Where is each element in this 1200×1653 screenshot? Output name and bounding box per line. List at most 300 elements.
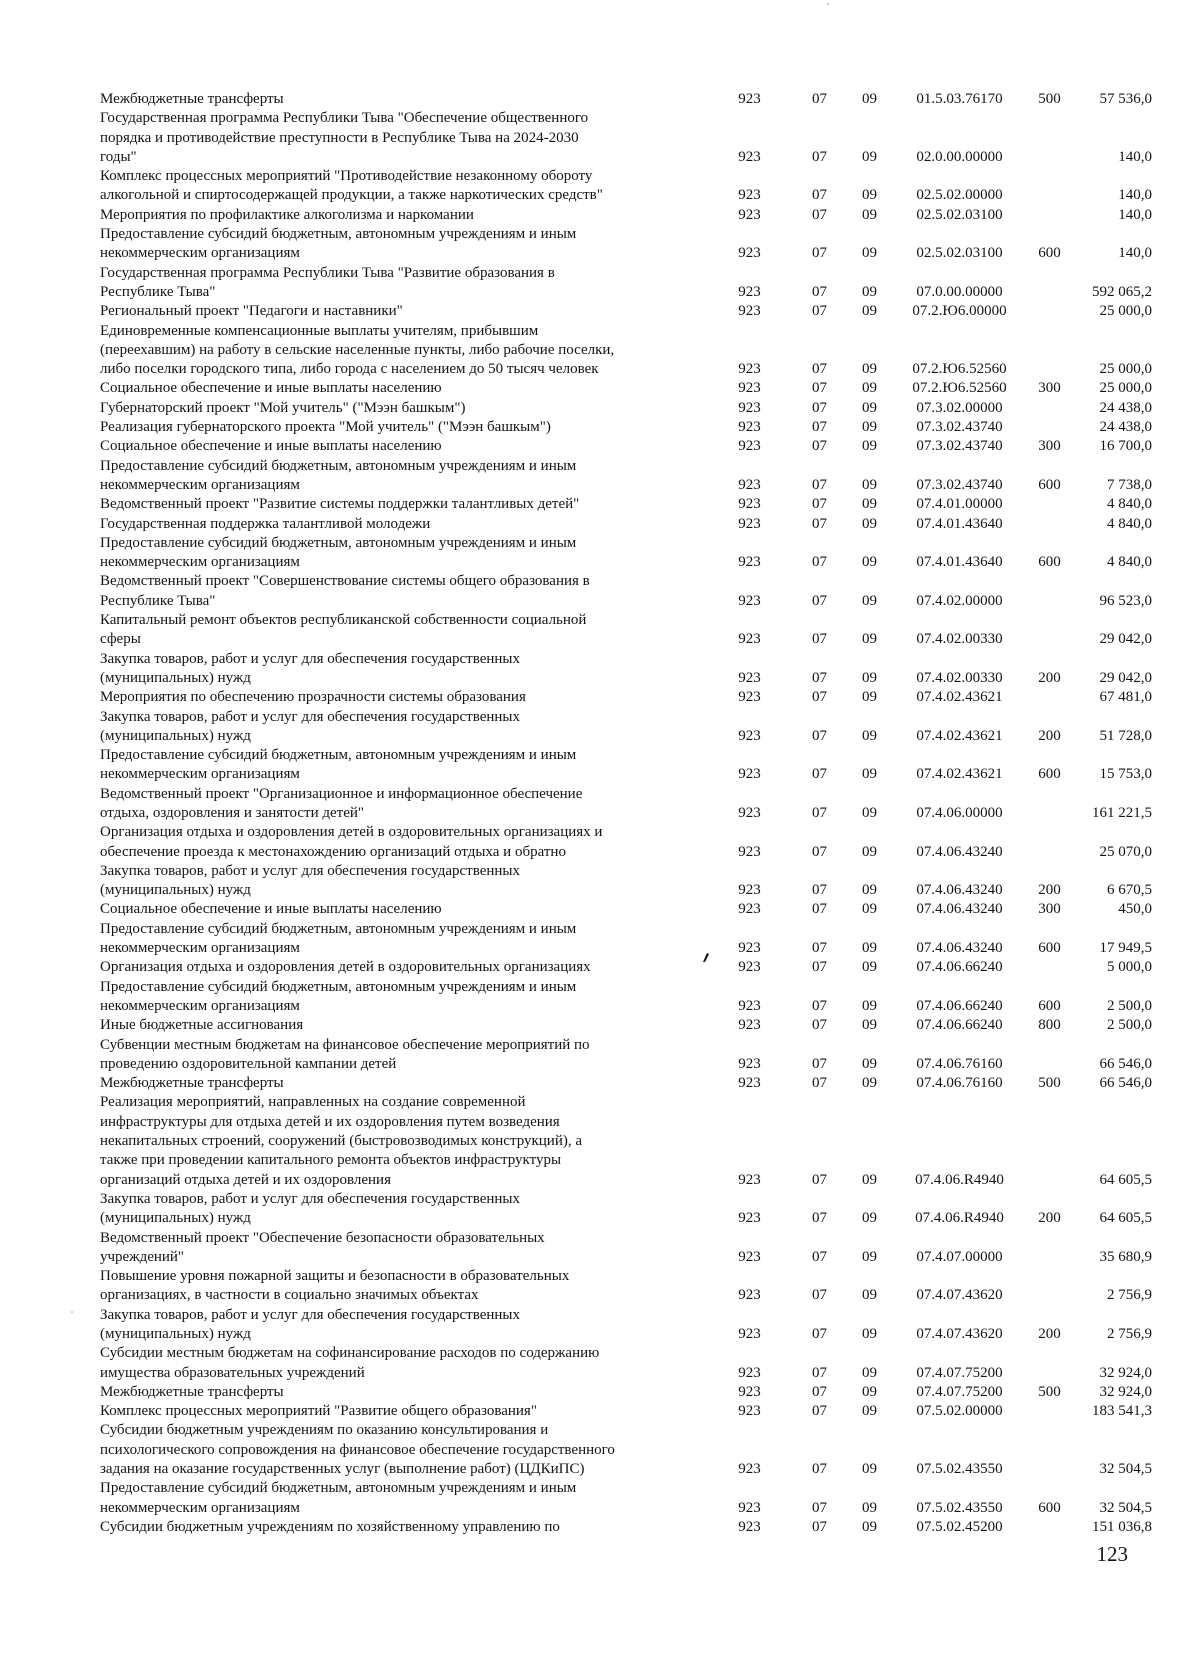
row-subsection: 09: [862, 997, 877, 1014]
row-section: 07: [812, 419, 827, 436]
row-admin-code: 923: [738, 1017, 761, 1034]
row-subsection: 09: [862, 496, 877, 513]
row-admin-code: 923: [738, 689, 761, 706]
row-target-article: 07.2.Ю6.52560: [912, 361, 1007, 378]
row-target-article: 07.4.06.76160: [916, 1075, 1003, 1092]
row-admin-code: 923: [738, 727, 761, 744]
row-name: Социальное обеспечение и иные выплаты населению: [100, 380, 442, 397]
row-admin-code: 923: [738, 496, 761, 513]
row-name: Закупка товаров, работ и услуг для обеспечения государственных (муниципальных) нужд: [100, 650, 521, 686]
row-section: 07: [812, 187, 827, 204]
row-subsection: 09: [862, 476, 877, 493]
row-admin-code: 923: [738, 1210, 761, 1227]
row-name: Капитальный ремонт объектов республиканской собственности социальной сферы: [100, 612, 587, 648]
row-admin-code: 923: [738, 631, 761, 648]
row-expense-type: 600: [1038, 766, 1061, 783]
row-name: Ведомственный проект "Совершенствование системы общего образования в Республике Тыва": [100, 573, 590, 609]
table-row: [100, 1093, 1152, 1189]
row-target-article: 07.4.06.66240: [916, 1017, 1003, 1034]
row-name: Реализация губернаторского проекта "Мой учитель" ("Мээн башкым"): [100, 419, 551, 436]
row-expense-type: [1022, 1344, 1077, 1383]
table-row: [100, 225, 1152, 264]
row-expense-type: [1022, 322, 1077, 380]
row-amount: 32 924,0: [1099, 1364, 1152, 1381]
table-row: [100, 708, 1152, 747]
row-expense-type: 600: [1038, 940, 1061, 957]
row-admin-code: 923: [738, 1383, 761, 1400]
row-subsection: 09: [862, 1248, 877, 1265]
table-row: [100, 1190, 1152, 1229]
row-subsection: 09: [862, 804, 877, 821]
table-row: [100, 1306, 1152, 1345]
table-row: [100, 206, 1152, 225]
row-admin-code: 923: [738, 1055, 761, 1072]
row-subsection: 09: [862, 361, 877, 378]
row-name: Губернаторский проект "Мой учитель" ("Мээн башкым"): [100, 399, 466, 416]
row-admin-code: 923: [738, 901, 761, 918]
row-amount: 66 546,0: [1099, 1075, 1152, 1092]
row-section: 07: [812, 689, 827, 706]
row-amount: 7 738,0: [1107, 476, 1152, 493]
row-expense-type: [1022, 167, 1077, 206]
row-name: Закупка товаров, работ и услуг для обеспечения государственных (муниципальных) нужд: [100, 1306, 521, 1342]
row-subsection: 09: [862, 1055, 877, 1072]
row-name: Предоставление субсидий бюджетным, автономным учреждениям и иным некоммерческим организациям: [100, 747, 577, 783]
row-subsection: 09: [862, 515, 877, 532]
row-expense-type: [1022, 1421, 1077, 1479]
row-section: 07: [812, 1017, 827, 1034]
table-row: [100, 823, 1152, 862]
table-row: [100, 746, 1152, 785]
row-expense-type: [1022, 515, 1077, 534]
row-admin-code: 923: [738, 91, 761, 107]
row-amount: 6 670,5: [1107, 882, 1152, 899]
row-target-article: 02.5.02.03100: [916, 245, 1003, 262]
row-section: 07: [812, 1055, 827, 1072]
row-target-article: 02.5.02.00000: [916, 187, 1003, 204]
row-name: Предоставление субсидий бюджетным, автономным учреждениям и иным некоммерческим организациям: [100, 920, 577, 957]
table-row: [100, 688, 1152, 707]
row-section: 07: [812, 997, 827, 1014]
row-admin-code: 923: [738, 1461, 761, 1478]
row-expense-type: [1022, 1402, 1077, 1421]
row-amount: 25 000,0: [1099, 380, 1152, 397]
row-name: Социальное обеспечение и иные выплаты населению: [100, 901, 442, 918]
row-section: 07: [812, 283, 827, 300]
page-number: 123: [1096, 1542, 1128, 1566]
row-amount: 4 840,0: [1107, 496, 1152, 513]
row-subsection: 09: [862, 148, 877, 165]
row-name: Межбюджетные трансферты: [100, 1075, 284, 1092]
table-row: [100, 1344, 1152, 1383]
row-expense-type: [1022, 109, 1077, 167]
row-expense-type: [1022, 823, 1077, 862]
row-amount: 183 541,3: [1092, 1403, 1152, 1420]
row-name: Единовременные компенсационные выплаты учителям, прибывшим (переехавшим) на работу в сельские населенные пункты, либо рабочие поселки, либо поселки городского типа, либо города с населением до 50 тысяч человек: [100, 322, 615, 378]
row-section: 07: [812, 1499, 827, 1516]
row-target-article: 07.4.06.43240: [916, 901, 1003, 918]
row-section: 07: [812, 245, 827, 262]
row-target-article: 07.4.01.43640: [916, 515, 1003, 532]
row-subsection: 09: [862, 438, 877, 455]
row-expense-type: 600: [1038, 1499, 1061, 1516]
table-row: [100, 1421, 1152, 1479]
row-section: 07: [812, 1364, 827, 1381]
row-admin-code: 923: [738, 1287, 761, 1304]
row-section: 07: [812, 1075, 827, 1092]
row-expense-type: 500: [1038, 1383, 1061, 1400]
row-expense-type: 300: [1038, 380, 1061, 397]
row-section: 07: [812, 1248, 827, 1265]
row-subsection: 09: [862, 91, 877, 107]
row-section: 07: [812, 804, 827, 821]
row-subsection: 09: [862, 554, 877, 571]
row-section: 07: [812, 940, 827, 957]
row-name: Субвенции местным бюджетам на финансовое обеспечение мероприятий по проведению оздоровительной кампании детей: [100, 1036, 590, 1072]
row-subsection: 09: [862, 843, 877, 860]
row-section: 07: [812, 1171, 827, 1188]
row-name: Межбюджетные трансферты: [100, 91, 284, 107]
table-row: [100, 322, 1152, 380]
row-subsection: 09: [862, 631, 877, 648]
row-amount: 2 500,0: [1107, 997, 1152, 1014]
row-name: Ведомственный проект "Организационное и информационное обеспечение отдыха, оздоровления и занятости детей": [100, 785, 583, 821]
row-admin-code: 923: [738, 148, 761, 165]
row-subsection: 09: [862, 727, 877, 744]
row-admin-code: 923: [738, 959, 761, 976]
row-expense-type: 600: [1038, 245, 1061, 262]
row-section: 07: [812, 361, 827, 378]
row-admin-code: 923: [738, 1364, 761, 1381]
row-amount: 57 536,0: [1099, 91, 1152, 107]
row-target-article: 07.4.02.00330: [916, 669, 1003, 686]
row-target-article: 07.5.02.43550: [916, 1499, 1003, 1516]
row-name: Предоставление субсидий бюджетным, автономным учреждениям и иным некоммерческим организациям: [100, 534, 577, 571]
row-admin-code: 923: [738, 187, 761, 204]
row-subsection: 09: [862, 959, 877, 976]
row-admin-code: 923: [738, 1248, 761, 1265]
row-admin-code: 923: [738, 1326, 761, 1342]
row-admin-code: 923: [738, 843, 761, 860]
row-admin-code: 923: [738, 997, 761, 1014]
row-section: 07: [812, 727, 827, 744]
row-expense-type: 500: [1038, 91, 1061, 107]
row-section: 07: [812, 766, 827, 783]
row-admin-code: 923: [738, 669, 761, 686]
row-subsection: 09: [862, 1210, 877, 1227]
row-amount: 140,0: [1118, 187, 1152, 204]
row-expense-type: [1022, 1093, 1077, 1189]
row-name: Предоставление субсидий бюджетным, автономным учреждениям и иным некоммерческим организациям: [100, 1480, 577, 1516]
row-amount: 25 000,0: [1099, 303, 1152, 320]
row-amount: 151 036,8: [1092, 1518, 1152, 1535]
row-target-article: 07.4.06.43240: [916, 882, 1003, 899]
row-name: Государственная программа Республики Тыва "Развитие образования в Республике Тыва": [100, 264, 555, 300]
row-section: 07: [812, 882, 827, 899]
row-amount: 2 756,9: [1107, 1326, 1152, 1342]
row-section: 07: [812, 1326, 827, 1342]
row-admin-code: 923: [738, 206, 761, 223]
row-target-article: 07.3.02.43740: [916, 476, 1003, 493]
budget-table: [100, 90, 1152, 1537]
table-row: [100, 515, 1152, 534]
row-subsection: 09: [862, 1499, 877, 1516]
row-target-article: 07.4.07.00000: [916, 1248, 1003, 1265]
row-subsection: 09: [862, 283, 877, 300]
row-target-article: 07.3.02.00000: [916, 399, 1003, 416]
table-row: [100, 862, 1152, 901]
row-section: 07: [812, 843, 827, 860]
row-amount: 67 481,0: [1099, 689, 1152, 706]
row-amount: 16 700,0: [1099, 438, 1152, 455]
row-amount: 51 728,0: [1099, 727, 1152, 744]
row-name: Мероприятия по обеспечению прозрачности системы образования: [100, 689, 526, 706]
table-row: [100, 399, 1152, 418]
row-target-article: 07.2.Ю6.52560: [912, 380, 1007, 397]
row-admin-code: 923: [738, 1075, 761, 1092]
row-name: Межбюджетные трансферты: [100, 1383, 284, 1400]
row-target-article: 07.5.02.00000: [916, 1403, 1003, 1420]
row-amount: 5 000,0: [1107, 959, 1152, 976]
row-name: Ведомственный проект "Обеспечение безопасности образовательных учреждений": [100, 1229, 545, 1265]
table-row: [100, 920, 1152, 959]
row-amount: 64 605,5: [1099, 1210, 1152, 1227]
row-amount: 4 840,0: [1107, 515, 1152, 532]
row-section: 07: [812, 1403, 827, 1420]
row-amount: 140,0: [1118, 245, 1152, 262]
row-section: 07: [812, 438, 827, 455]
row-name: Закупка товаров, работ и услуг для обеспечения государственных (муниципальных) нужд: [100, 1190, 521, 1227]
row-target-article: 07.4.06.R4940: [915, 1171, 1004, 1188]
row-name: Комплекс процессных мероприятий "Развитие общего образования": [100, 1403, 537, 1420]
row-name: Субсидии бюджетным учреждениям по оказанию консультирования и психологического сопровождения на финансовое обеспечение государственного задания на оказание государственных услуг (выполнение работ) (ЦДКиПС): [100, 1422, 615, 1478]
row-expense-type: 200: [1038, 1210, 1061, 1227]
row-subsection: 09: [862, 901, 877, 918]
row-section: 07: [812, 592, 827, 609]
row-name: Закупка товаров, работ и услуг для обеспечения государственных (муниципальных) нужд: [100, 862, 521, 899]
row-section: 07: [812, 901, 827, 918]
row-name: Предоставление субсидий бюджетным, автономным учреждениям и иным некоммерческим организациям: [100, 978, 577, 1014]
table-row: [100, 1267, 1152, 1306]
row-subsection: 09: [862, 419, 877, 436]
row-name: Предоставление субсидий бюджетным, автономным учреждениям и иным некоммерческим организациям: [100, 226, 577, 262]
row-admin-code: 923: [738, 476, 761, 493]
row-subsection: 09: [862, 766, 877, 783]
row-name: Мероприятия по профилактике алкоголизма и наркомании: [100, 206, 474, 223]
row-section: 07: [812, 1461, 827, 1478]
row-admin-code: 923: [738, 303, 761, 320]
row-expense-type: [1022, 264, 1077, 303]
row-target-article: 07.5.02.45200: [916, 1518, 1003, 1535]
row-admin-code: 923: [738, 940, 761, 957]
row-amount: 32 924,0: [1099, 1383, 1152, 1400]
row-admin-code: 923: [738, 245, 761, 262]
row-section: 07: [812, 148, 827, 165]
ink-mark: [700, 952, 710, 964]
row-amount: 32 504,5: [1099, 1499, 1152, 1516]
row-target-article: 07.4.06.76160: [916, 1055, 1003, 1072]
table-row: [100, 418, 1152, 437]
row-expense-type: [1022, 611, 1077, 650]
row-admin-code: 923: [738, 283, 761, 300]
row-target-article: 07.4.07.43620: [916, 1326, 1003, 1342]
row-expense-type: 500: [1038, 1075, 1061, 1092]
row-target-article: 07.4.06.00000: [916, 804, 1003, 821]
table-row: [100, 90, 1152, 109]
row-target-article: 07.4.07.75200: [916, 1364, 1003, 1381]
row-section: 07: [812, 1287, 827, 1304]
row-admin-code: 923: [738, 1518, 761, 1535]
row-target-article: 02.0.00.00000: [916, 148, 1003, 165]
row-target-article: 07.4.02.43621: [916, 766, 1003, 783]
row-section: 07: [812, 631, 827, 648]
table-row: [100, 534, 1152, 573]
row-target-article: 07.4.06.R4940: [915, 1210, 1004, 1227]
row-amount: 140,0: [1118, 148, 1152, 165]
row-section: 07: [812, 476, 827, 493]
row-subsection: 09: [862, 940, 877, 957]
row-section: 07: [812, 206, 827, 223]
table-row: [100, 650, 1152, 689]
row-amount: 29 042,0: [1099, 669, 1152, 686]
row-section: 07: [812, 1383, 827, 1400]
row-target-article: 07.3.02.43740: [916, 438, 1003, 455]
row-target-article: 07.0.00.00000: [916, 283, 1003, 300]
table-row: [100, 109, 1152, 167]
row-subsection: 09: [862, 1171, 877, 1188]
row-expense-type: [1022, 418, 1077, 437]
table-row: [100, 302, 1152, 321]
budget-table-body: [100, 90, 1152, 1537]
row-amount: 592 065,2: [1092, 283, 1152, 300]
row-name: Реализация мероприятий, направленных на создание современной инфраструктуры для отдыха детей и их оздоровления путем возведения некапитальных строений, сооружений (быстровозводимых конструкций), а также при проведении капитального ремонта объектов инфраструктуры организаций отдыха детей и их оздоровления: [100, 1094, 583, 1188]
row-expense-type: [1022, 688, 1077, 707]
row-section: 07: [812, 380, 827, 397]
row-subsection: 09: [862, 399, 877, 416]
row-name: Закупка товаров, работ и услуг для обеспечения государственных (муниципальных) нужд: [100, 708, 521, 744]
row-target-article: 07.4.06.43240: [916, 843, 1003, 860]
row-subsection: 09: [862, 669, 877, 686]
row-amount: 24 438,0: [1099, 419, 1152, 436]
row-admin-code: 923: [738, 592, 761, 609]
table-row: [100, 1036, 1152, 1075]
row-amount: 66 546,0: [1099, 1055, 1152, 1072]
row-name: Государственная программа Республики Тыва "Обеспечение общественного порядка и противодействие преступности в Республике Тыва на 2024-2030 годы": [100, 110, 589, 165]
row-expense-type: [1022, 1267, 1077, 1306]
row-amount: 15 753,0: [1099, 766, 1152, 783]
row-target-article: 07.4.07.75200: [916, 1383, 1003, 1400]
row-expense-type: [1022, 399, 1077, 418]
row-expense-type: 200: [1038, 669, 1061, 686]
row-expense-type: 300: [1038, 901, 1061, 918]
row-expense-type: [1022, 495, 1077, 514]
table-row: [100, 457, 1152, 496]
row-section: 07: [812, 1210, 827, 1227]
row-admin-code: 923: [738, 1171, 761, 1188]
row-admin-code: 923: [738, 515, 761, 532]
row-name: Субсидии местным бюджетам на софинансирование расходов по содержанию имущества образовательных учреждений: [100, 1345, 600, 1381]
row-admin-code: 923: [738, 380, 761, 397]
row-section: 07: [812, 399, 827, 416]
row-subsection: 09: [862, 1075, 877, 1092]
row-expense-type: 300: [1038, 438, 1061, 455]
row-name: Организация отдыха и оздоровления детей в оздоровительных организациях и обеспечение проезда к местонахождению организаций отдыха и обратно: [100, 824, 603, 860]
row-amount: 450,0: [1118, 901, 1152, 918]
row-target-article: 07.4.07.43620: [916, 1287, 1003, 1304]
row-expense-type: 600: [1038, 997, 1061, 1014]
row-admin-code: 923: [738, 804, 761, 821]
table-row: [100, 495, 1152, 514]
row-target-article: 07.4.01.00000: [916, 496, 1003, 513]
row-amount: 25 000,0: [1099, 361, 1152, 378]
row-target-article: 07.4.02.43621: [916, 689, 1003, 706]
row-target-article: 02.5.02.03100: [916, 206, 1003, 223]
row-expense-type: 600: [1038, 554, 1061, 571]
row-subsection: 09: [862, 592, 877, 609]
row-subsection: 09: [862, 187, 877, 204]
row-expense-type: 200: [1038, 1326, 1061, 1342]
table-row: [100, 264, 1152, 303]
table-row: [100, 611, 1152, 650]
row-expense-type: 200: [1038, 882, 1061, 899]
row-expense-type: [1022, 958, 1077, 977]
row-expense-type: [1022, 302, 1077, 321]
row-target-article: 07.2.Ю6.00000: [912, 303, 1007, 320]
row-target-article: 07.4.06.66240: [916, 997, 1003, 1014]
table-row: [100, 167, 1152, 206]
row-target-article: 07.5.02.43550: [916, 1461, 1003, 1478]
row-name: Предоставление субсидий бюджетным, автономным учреждениям и иным некоммерческим организациям: [100, 457, 577, 493]
table-row: [100, 1518, 1152, 1537]
row-amount: 32 504,5: [1099, 1461, 1152, 1478]
row-subsection: 09: [862, 1326, 877, 1342]
table-row: [100, 1479, 1152, 1518]
row-subsection: 09: [862, 1017, 877, 1034]
row-amount: 29 042,0: [1099, 631, 1152, 648]
row-subsection: 09: [862, 1403, 877, 1420]
row-section: 07: [812, 91, 827, 107]
row-expense-type: [1022, 206, 1077, 225]
row-section: 07: [812, 669, 827, 686]
table-row: [100, 958, 1152, 977]
row-name: Социальное обеспечение и иные выплаты населению: [100, 438, 442, 455]
row-subsection: 09: [862, 245, 877, 262]
row-admin-code: 923: [738, 1403, 761, 1420]
row-name: Организация отдыха и оздоровления детей в оздоровительных организациях: [100, 959, 591, 976]
scan-speck-top: [826, 2, 830, 6]
row-admin-code: 923: [738, 438, 761, 455]
row-expense-type: 800: [1038, 1017, 1061, 1034]
table-row: [100, 572, 1152, 611]
row-admin-code: 923: [738, 882, 761, 899]
row-subsection: 09: [862, 380, 877, 397]
table-row: [100, 1016, 1152, 1035]
row-amount: 24 438,0: [1099, 399, 1152, 416]
row-subsection: 09: [862, 882, 877, 899]
row-admin-code: 923: [738, 361, 761, 378]
row-target-article: 07.4.02.00000: [916, 592, 1003, 609]
row-amount: 2 500,0: [1107, 1017, 1152, 1034]
row-section: 07: [812, 496, 827, 513]
row-target-article: 07.4.06.43240: [916, 940, 1003, 957]
scan-speck-left: [70, 1310, 74, 1314]
row-name: Иные бюджетные ассигнования: [100, 1017, 304, 1034]
row-amount: 2 756,9: [1107, 1287, 1152, 1304]
table-row: [100, 437, 1152, 456]
row-subsection: 09: [862, 689, 877, 706]
table-row: [100, 379, 1152, 398]
table-row: [100, 1229, 1152, 1268]
